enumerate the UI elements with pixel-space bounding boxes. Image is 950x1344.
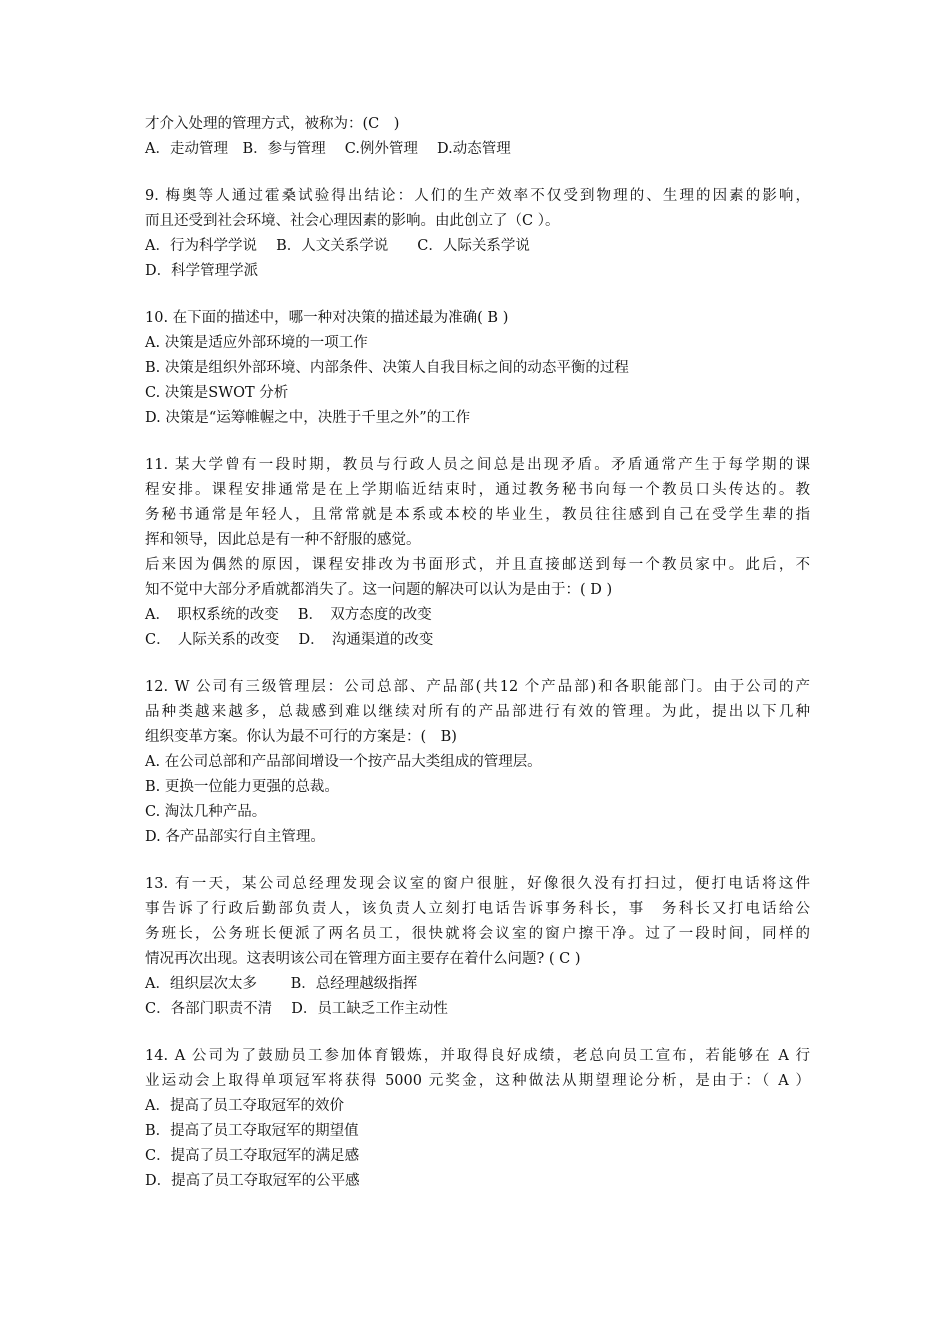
text-line: C．各部门职责不清 D．员工缺乏工作主动性 <box>145 1001 448 1017</box>
text-line: 才介入处理的管理方式，被称为：(C ) <box>145 116 400 132</box>
text-line: 9. 梅奥等人通过霍桑试验得出结论：人们的生产效率不仅受到物理的、生理的因素的影响， <box>145 188 810 204</box>
text-line: D. 各产品部实行自主管理。 <box>145 829 325 845</box>
paragraph-gap <box>145 162 810 184</box>
text-line: A． 职权系统的改变 B． 双方态度的改变 <box>145 607 432 623</box>
paragraph-gap <box>145 1022 810 1044</box>
text-line: B．提高了员工夺取冠军的期望值 <box>145 1123 359 1139</box>
text-line: 业运动会上取得单项冠军将获得 5000 元奖金，这种做法从期望理论分析，是由于：（ A ） <box>145 1073 810 1089</box>
text-line: B. 决策是组织外部环境、内部条件、决策人自我目标之间的动态平衡的过程 <box>145 360 629 376</box>
paragraph-gap <box>145 653 810 675</box>
text-line: 务秘书通常是年轻人，且常常就是本系或本校的毕业生，教员往往感到自己在受学生辈的指 <box>145 507 810 523</box>
text-line: A. 在公司总部和产品部间增设一个按产品大类组成的管理层。 <box>145 754 542 770</box>
text-line: 10. 在下面的描述中，哪一种对决策的描述最为准确( B ) <box>145 310 509 326</box>
text-line: 知不觉中大部分矛盾就都消失了。这一问题的解决可以认为是由于：( D ) <box>145 582 613 598</box>
question-block <box>145 184 810 284</box>
text-line: A．行为科学学说 B．人文关系学说 C．人际关系学说 <box>145 238 530 254</box>
paragraph-gap <box>145 431 810 453</box>
text-line: 后来因为偶然的原因，课程安排改为书面形式，并且直接邮送到每一个教员家中。此后，不 <box>145 557 810 573</box>
text-line: D．提高了员工夺取冠军的公平感 <box>145 1173 360 1189</box>
text-line: A. 决策是适应外部环境的一项工作 <box>145 335 368 351</box>
text-line: C. 淘汰几种产品。 <box>145 804 267 820</box>
question-block <box>145 1044 810 1194</box>
text-line: A．组织层次太多 B．总经理越级指挥 <box>145 976 418 992</box>
text-line: D．科学管理学派 <box>145 263 259 279</box>
question-block <box>145 453 810 653</box>
text-line: 14. A 公司为了鼓励员工参加体育锻炼，并取得良好成绩，老总向员工宣布，若能够在 A 行 <box>145 1048 810 1064</box>
question-block <box>145 675 810 850</box>
text-line: A．走动管理 B．参与管理 C.例外管理 D.动态管理 <box>145 141 511 157</box>
paragraph-gap <box>145 284 810 306</box>
text-line: 务班长，公务班长便派了两名员工，很快就将会议室的窗户擦干净。过了一段时间，同样的 <box>145 926 810 942</box>
question-block <box>145 306 810 431</box>
question-block <box>145 872 810 1022</box>
question-block <box>145 112 810 162</box>
text-line: 13. 有一天，某公司总经理发现会议室的窗户很脏，好像很久没有打扫过，便打电话将这件 <box>145 876 810 892</box>
paragraph-gap <box>145 850 810 872</box>
text-line: 挥和领导，因此总是有一种不舒服的感觉。 <box>145 532 421 548</box>
text-line: C. 决策是SWOT 分析 <box>145 385 289 401</box>
question-list <box>145 112 810 1194</box>
text-line: 12. W 公司有三级管理层：公司总部、产品部(共12 个产品部)和各职能部门。由于公司的产 <box>145 679 810 695</box>
text-line: 组织变革方案。你认为最不可行的方案是：( B) <box>145 729 457 745</box>
text-line: 事告诉了行政后勤部负责人，该负责人立刻打电话告诉事务科长，事 务科长又打电话给公 <box>145 901 810 917</box>
text-line: 情况再次出现。这表明该公司在管理方面主要存在着什么问题? ( C ) <box>145 951 581 967</box>
text-line: C．提高了员工夺取冠军的满足感 <box>145 1148 360 1164</box>
text-line: C． 人际关系的改变 D． 沟通渠道的改变 <box>145 632 434 648</box>
text-line: B. 更换一位能力更强的总裁。 <box>145 779 339 795</box>
text-line: D. 决策是“运筹帷幄之中，决胜于千里之外”的工作 <box>145 410 471 426</box>
text-line: A．提高了员工夺取冠军的效价 <box>145 1098 344 1114</box>
text-line: 品种类越来越多，总裁感到难以继续对所有的产品部进行有效的管理。为此，提出以下几种 <box>145 704 810 720</box>
text-line: 11. 某大学曾有一段时期，教员与行政人员之间总是出现矛盾。矛盾通常产生于每学期的课 <box>145 457 810 473</box>
text-line: 而且还受到社会环境、社会心理因素的影响。由此创立了（C ）。 <box>145 213 560 229</box>
text-line: 程安排。课程安排通常是在上学期临近结束时，通过教务秘书向每一个教员口头传达的。教 <box>145 482 810 498</box>
